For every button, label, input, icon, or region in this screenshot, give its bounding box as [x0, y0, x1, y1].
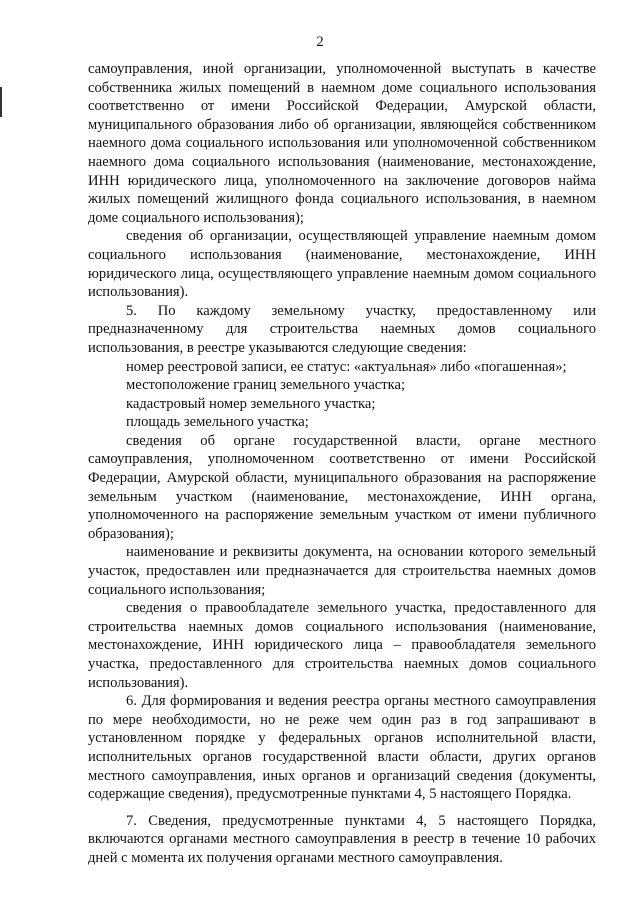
paragraph-right-holder: сведения о правообладателе земельного участка, предоставленного для строительства наемных домов социального использования (наименование, местонахождение, ИНН юридического лица – правообладателя земельного участка, предоставленного для строительства наемных домов социального использования). [88, 600, 596, 691]
paragraph-item-6: 6. Для формирования и ведения реестра органы местного самоуправления по мере необходимости, но не реже чем один раз в год запрашивают в установленном порядке у федеральных органов исполнительной власти, исполнительных органов государственной власти области, других органов местного самоуправления, иных органов и организаций сведения (документы, содержащие сведения), предусмотренные пунктами 4, 5 настоящего Порядка. [88, 693, 596, 803]
paragraph-management-org: сведения об организации, осуществляющей управление наемным домом социального использования (наименование, местонахождение, ИНН юридического лица, осуществляющего управление наемным домом социального использования). [88, 228, 596, 301]
paragraph-area: площадь земельного участка; [126, 414, 309, 431]
paragraph-boundaries: местоположение границ земельного участка; [126, 377, 406, 394]
paragraph-item-7: 7. Сведения, предусмотренные пунктами 4, 5 настоящего Порядка, включаются органами местного самоуправления в реестр в течение 10 рабочих дней с момента их получения органами местного самоуправления. [88, 812, 596, 866]
document-body [88, 60, 596, 868]
paragraph-item-5: 5. По каждому земельному участку, предоставленному или предназначенному для строительства наемных домов социального использования, в реестре указываются следующие сведения: [88, 302, 596, 356]
paragraph-record-number: номер реестровой записи, ее статус: «актуальная» либо «погашенная»; [126, 358, 567, 375]
page-number: 2 [316, 34, 324, 50]
paragraph-document-details: наименование и реквизиты документа, на основании которого земельный участок, предоставлен или предназначается для строительства наемных домов социального использования; [88, 544, 596, 598]
paragraph-cadastral-number: кадастровый номер земельного участка; [126, 395, 376, 412]
scan-edge-mark [0, 87, 2, 117]
paragraph-authority: сведения об органе государственной власти, органе местного самоуправления, уполномоченном соответственно от имени Российской Федерации, Амурской области, муниципального образования на распоряжение земельным участком (наименование, местонахождение, ИНН органа, уполномоченного на распоряжение земельным участком от имени публичного образования); [88, 432, 596, 542]
paragraph-continuation: самоуправления, иной организации, уполномоченной выступать в качестве собственника жилых помещений в наемном доме социального использования соответственно от имени Российской Федерации, Амурской области, муниципального образования либо об организации, являющейся собственником наемного дома социального использования или уполномоченной собственником наемного дома социального использования (наименование, местонахождение, ИНН юридического лица, уполномоченного на заключение договоров найма жилых помещений жилищного фонда социального использования, в наемном доме социального использования); [88, 61, 596, 226]
